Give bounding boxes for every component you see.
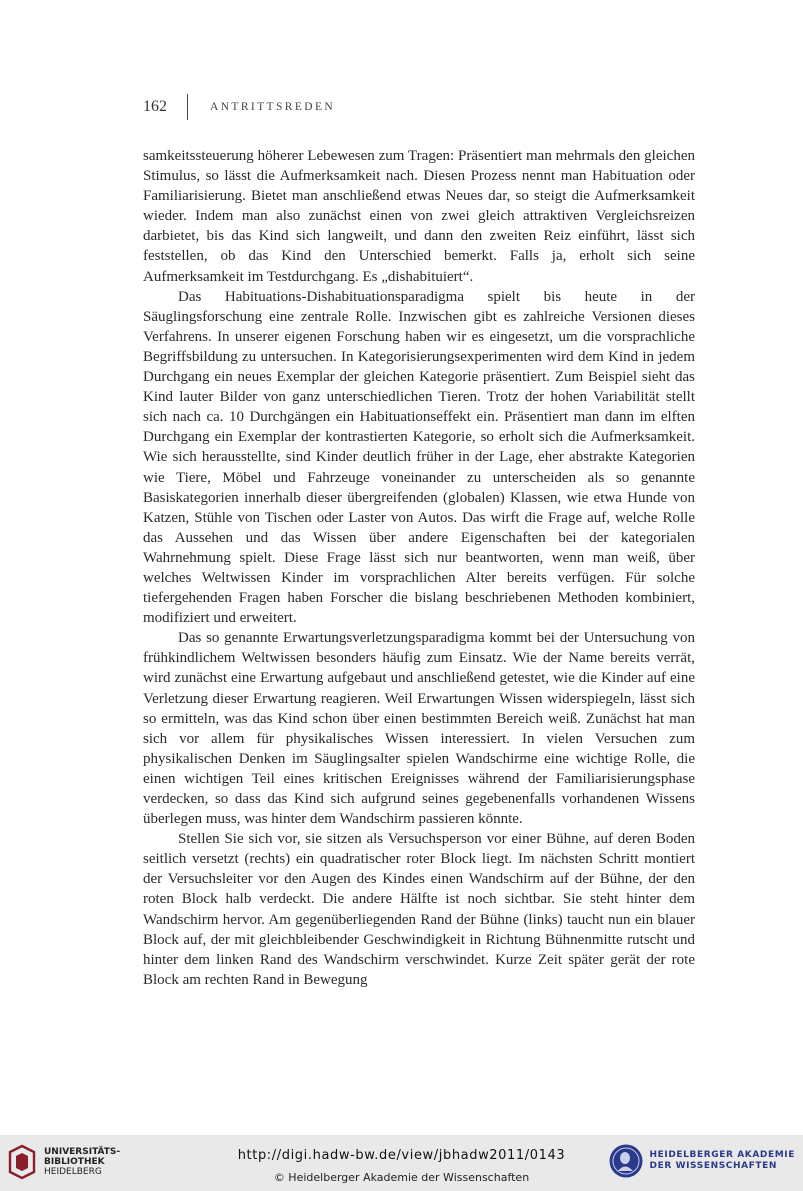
ub-logo-line1: UNIVERSITÄTS- (44, 1147, 121, 1157)
paragraph: Das Habituations-Dishabituationsparadigma spielt bis heute in der Säuglingsforschung eine zentrale Rolle. Inzwischen gibt es zahlreiche Versionen dieses Verfahrens. In unserer eigenen Forschung haben wir es eingesetzt, um die vorsprachliche Begriffsbildung zu untersuchen. In Kategorisierungsexperimenten wird dem Kind in jedem Durchgang ein neues Exemplar der gleichen Kategorie präsentiert. Zum Beispiel sieht das Kind lauter Bilder von ganz unterschiedlichen Tieren. Trotz der hohen Variabilität stellt sich nach ca. 10 Durchgängen ein Habituationseffekt ein. Präsentiert man dann im elften Durchgang ein Exemplar der kontrastierten Kategorie, so erholt sich die Aufmerksamkeit. Wie sich herausstellte, sind Kinder deutlich früher in der Lage, eher abstrakte Kategorien wie Tiere, Möbel und Fahrzeuge voneinander zu unterscheiden als so genannte Basiskategorien innerhalb dieser übergreifenden (globalen) Klassen, wie etwa Hunde von Katzen, Stühle von Tischen oder Laster von Autos. Das wirft die Frage auf, welche Rolle das Aussehen und das Wissen über andere Eigenschaften bei der kategorialen Wahrnehmung spielt. Diese Frage lässt sich nur beantworten, wenn man weiß, über welches Weltwissen Kinder im vorsprachlichen Alter bereits verfügen. Für solche tiefergehenden Fragen haben Forscher die bislang beschriebenen Methoden kombiniert, modifiziert und erweitert. (143, 288, 695, 627)
academy-seal-icon (608, 1143, 644, 1179)
ub-logo-line3: HEIDELBERG (44, 1167, 102, 1177)
paragraph: samkeitssteuerung höherer Lebewesen zum Tragen: Präsentiert man mehrmals den gleichen Stimulus, so lässt die Aufmerksamkeit nach. Diesen Prozess nennt man Habituation oder Familiarisierung. Bietet man anschließend etwas Neues dar, so steigt die Aufmerksamkeit wieder. Indem man also zunächst einen von zwei gleich attraktiven Vergleichsreizen darbietet, bis das Kind sich langweilt, und dann den zweiten Reiz einführt, lässt sich feststellen, ob das Kind den Unterschied bemerkt. Falls ja, erholt sich seine Aufmerksamkeit im Testdurchgang. Es „dishabituiert“. (143, 148, 695, 285)
copyright-notice: © Heidelberger Akademie der Wissenschaften (273, 1171, 530, 1184)
ub-logo-line2: BIBLIOTHEK (44, 1157, 105, 1167)
paragraph: Das so genannte Erwartungsverletzungsparadigma kommt bei der Untersuchung von frühkindlichem Weltwissen besonders häufig zum Einsatz. Wie der Name bereits verrät, wird zunächst eine Erwartung aufgebaut und anschließend getestet, wie die Kinder auf eine Verletzung dieser Erwartung reagieren. Weil Erwartungen Wissen widerspiegeln, lässt sich so ermitteln, was das Kind schon über einen bestimmten Bereich weiß. Zunächst hat man sich vor allem für physikalisches Wissen interessiert. In vielen Versuchen zum physikalischen Denken im Säuglingsalter spielen Wandschirme eine wichtige Rolle, die einen wichtigen Teil eines kritischen Ereignisses während der Familiarisierungsphase verdecken, so dass das Kind sich aufgrund seines gegebenenfalls vorhandenen Wissens überlegen muss, was hinter dem Wandschirm passieren könnte. (143, 630, 695, 828)
academy-logo[interactable] (608, 1143, 796, 1179)
running-head: ANTRITTSREDEN (210, 101, 336, 113)
header-divider (187, 94, 188, 120)
page-number: 162 (143, 98, 167, 115)
academy-logo-line2: DER WISSENSCHAFTEN (649, 1161, 778, 1171)
page-header (143, 94, 335, 120)
body-text (143, 146, 695, 990)
footer-bar (0, 1135, 803, 1191)
source-url-link[interactable]: http://digi.hadw-bw.de/view/jbhadw2011/0143 (237, 1148, 566, 1163)
academy-logo-line1: HEIDELBERGER AKADEMIE (649, 1150, 795, 1160)
paragraph: Stellen Sie sich vor, sie sitzen als Versuchsperson vor einer Bühne, auf deren Boden seitlich versetzt (rechts) ein quadratischer roter Block liegt. Im nächsten Schritt montiert der Versuchsleiter vor den Augen des Kindes einen Wandschirm auf der Bühne, der den roten Block halb verdeckt. Die andere Hälfte ist noch sichtbar. Sie steht hinter dem Wandschirm hervor. Am gegenüberliegenden Rand der Bühne (links) taucht nun ein blauer Block auf, der mit gleichbleibender Geschwindigkeit in Richtung Bühnenmitte rutscht und hinter dem linken Rand des Wandschirm verschwindet. Kurze Zeit später gerät der rote Block am rechten Rand in Bewegung (143, 831, 695, 988)
